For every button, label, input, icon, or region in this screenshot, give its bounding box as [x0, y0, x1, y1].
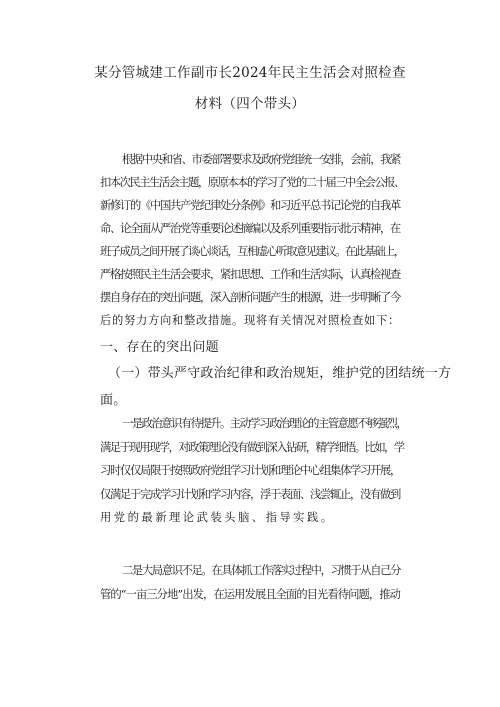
intro-line: 班子成员之间开展了谈心谈话，互相虚心听取意见建议。在此基础上，: [100, 245, 404, 258]
paragraph-line: 一是政治意识有待提升。主动学习政治理论的主管意愿不够强烈，: [122, 417, 407, 430]
paragraph-line: 用党的最新理论武装头脑、指导实践。: [100, 511, 335, 524]
paragraph-line: 习时仅仅局限于按照政府党组学习计划和理论中心组集体学习开展，: [100, 464, 400, 477]
paragraph-line: 管的“一亩三分地”出发，在运用发展且全面的目光看待问题，推动: [100, 588, 400, 601]
paragraph-line: 二是大局意识不足。在具体抓工作落实过程中，习惯于从自己分: [122, 564, 400, 577]
intro-line: 严格按照民主生活会要求，紧扣思想、工作和生活实际，认真检视查: [100, 268, 400, 281]
paragraph-line: 仅满足于完成学习计划和学习内容，浮于表面、浅尝辄止，没有做到: [100, 488, 400, 501]
intro-line: 扣本次民主生活会主题，原原本本的学习了党的二十届三中全会公报、: [100, 176, 404, 189]
section-heading: 一、存在的突出问题: [100, 340, 219, 355]
subsection-heading-line-2: 面。: [100, 393, 127, 408]
document-title-line-2: 材料（四个带头）: [194, 96, 306, 112]
intro-line: 新修订的《中国共产党纪律处分条例》和习近平总书记论党的自我革: [100, 199, 400, 212]
document-title-line-1: 某分管城建工作副市长2024年民主生活会对照检查: [94, 65, 406, 81]
intro-line: 根据中央和省、市委部署要求及政府党组统一安排，会前，我紧: [122, 153, 400, 166]
intro-line: 命、论全面从严治党等重要论述摘编以及系列重要指示批示精神，在: [100, 222, 400, 235]
intro-line: 后的努力方向和整改措施。现将有关情况对照检查如下：: [100, 314, 400, 327]
subsection-heading-line-1: （一）带头严守政治纪律和政治规矩，维护党的团结统一方: [108, 366, 452, 381]
paragraph-line: 满足于现用现学，对政策理论没有做到深入钻研，精学细悟。比如，学: [100, 441, 404, 454]
intro-line: 摆自身存在的突出问题，深入剖析问题产生的根源，进一步明晰了今: [100, 291, 400, 304]
